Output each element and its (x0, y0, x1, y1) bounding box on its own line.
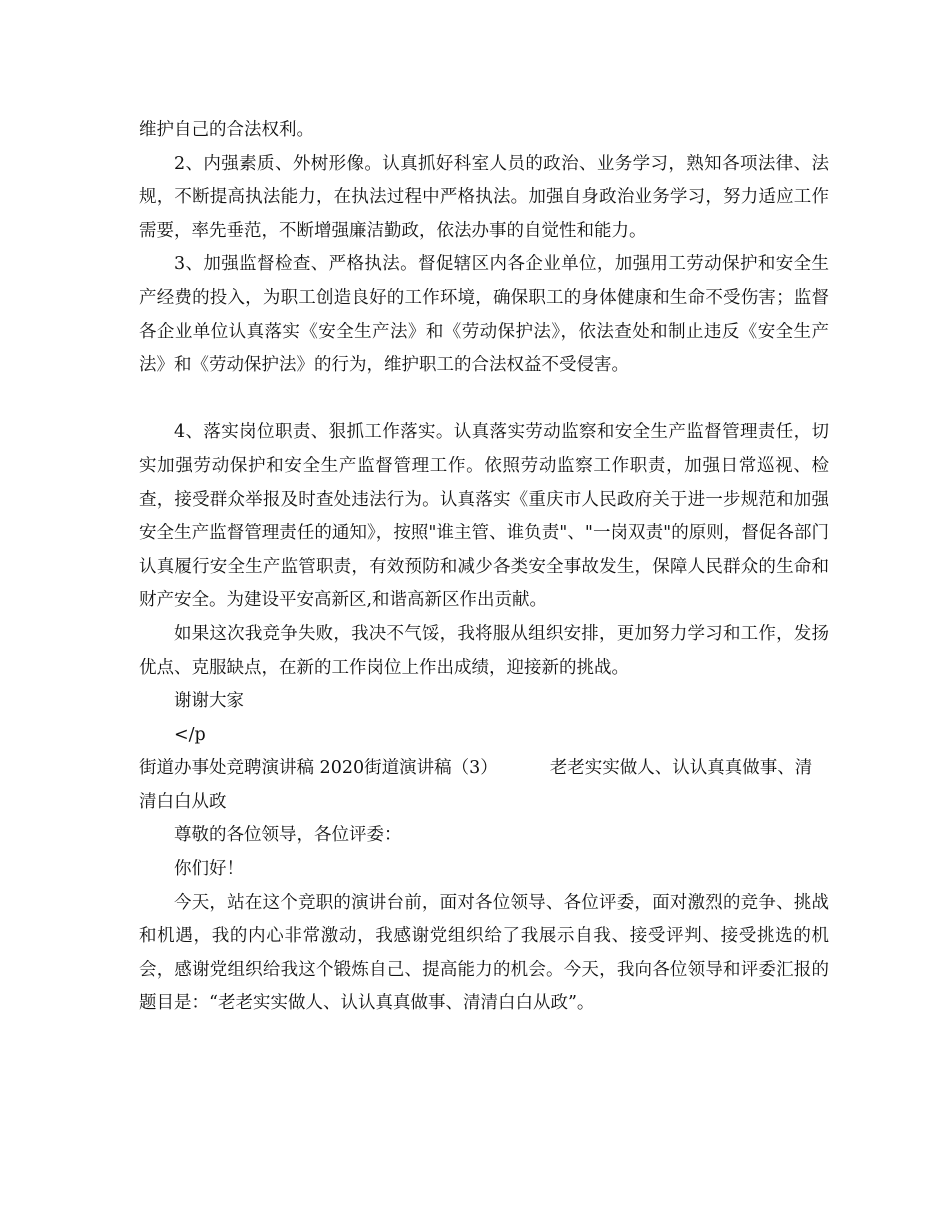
paragraph-stray-tag: </p (174, 724, 206, 745)
paragraph-conclusion: 如果这次我竞争失败，我决不气馁，我将服从组织安排，更加努力学习和工作，发扬优点、克服缺点，在新的工作岗位上作出成绩，迎接新的挑战。 (139, 623, 829, 678)
document-body (139, 114, 829, 1021)
paragraph-point-4: 4、落实岗位职责、狠抓工作落实。认真落实劳动监察和安全生产监督管理责任，切实加强劳动保护和安全生产监督管理工作。依照劳动监察工作职责，加强日常巡视、检查，接受群众举报及时查处违法行为。认真落实《重庆市人民政府关于进一步规范和加强安全生产监督管理责任的通知》，按照"谁主管、谁负责"、"一岗双责"的原则，督促各部门认真履行安全生产监管职责，有效预防和减少各类安全事故发生，保障人民群众的生命和财产安全。为建设平安高新区,和谐高新区作出贡献。 (139, 422, 829, 611)
paragraph-rights: 维护自己的合法权利。 (139, 120, 314, 140)
paragraph-point-2: 2、内强素质、外树形像。认真抓好科室人员的政治、业务学习，熟知各项法律、法规，不断提高执法能力，在执法过程中严格执法。加强自身政治业务学习，努力适应工作需要，率先垂范，不断增强廉洁勤政，依法办事的自觉性和能力。 (139, 153, 829, 241)
paragraph-point-3: 3、加强监督检查、严格执法。督促辖区内各企业单位，加强用工劳动保护和安全生产经费的投入，为职工创造良好的工作环境，确保职工的身体健康和生命不受伤害；监督各企业单位认真落实《安全生产法》和《劳动保护法》，依法查处和制止违反《安全生产法》和《劳动保护法》的行为，维护职工的合法权益不受侵害。 (139, 254, 829, 376)
paragraph-salutation: 尊敬的各位领导，各位评委： (174, 825, 402, 846)
paragraph-thanks: 谢谢大家 (174, 691, 244, 712)
section-title-left: 街道办事处竞聘演讲稿 2020街道演讲稿（3） (139, 758, 498, 779)
section-title-right: 老老实实做人、认认真真做事、清清白白从政 (139, 758, 813, 812)
section-title (139, 752, 829, 819)
paragraph-greeting: 你们好！ (174, 859, 244, 880)
paragraph-intro: 今天，站在这个竞职的演讲台前，面对各位领导、各位评委，面对激烈的竞争、挑战和机遇，我的内心非常激动，我感谢党组织给了我展示自我、接受评判、接受挑选的机会，感谢党组织给我这个锻炼自己、提高能力的机会。今天，我向各位领导和评委汇报的题目是：“老老实实做人、认认真真做事、清清白白从政”。 (139, 892, 829, 1014)
paragraph-gap (139, 383, 829, 417)
